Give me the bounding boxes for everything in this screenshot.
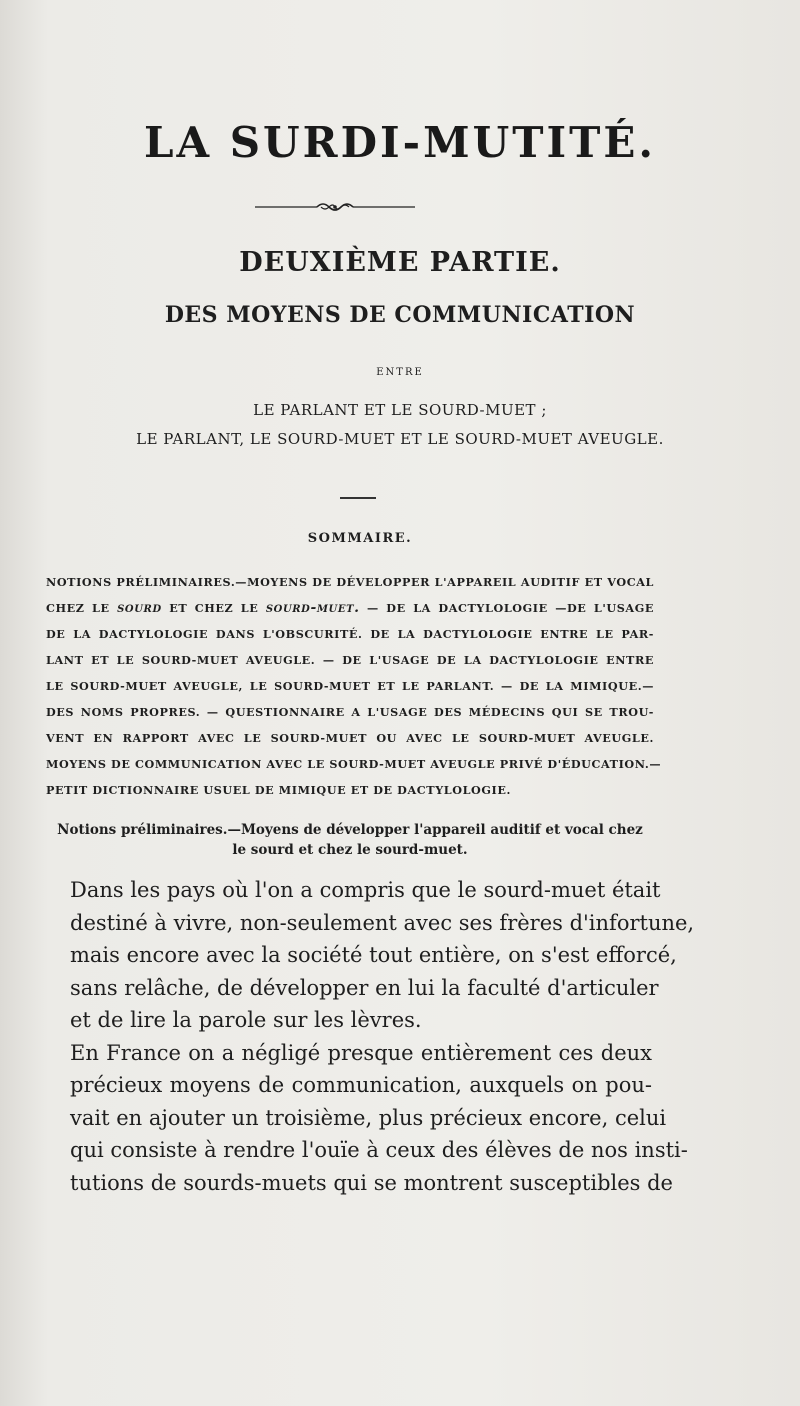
part-heading: DEUXIÈME PARTIE. <box>239 247 561 278</box>
body-line: destiné à vivre, non-seulement avec ses frères d'infortune, <box>70 910 695 935</box>
body-line: En France on a négligé presque entièrement ces deux <box>70 1040 652 1065</box>
body-line: Dans les pays où l'on a compris que le sourd-muet était <box>70 878 661 902</box>
ornament-divider-icon <box>255 200 415 214</box>
body-text <box>70 874 695 1199</box>
sommaire-text <box>46 569 662 803</box>
section-heading-line-1: Notions préliminaires.—Moyens de développer l'appareil auditif et vocal chez <box>57 822 643 838</box>
sommaire-line: DE LA DACTYLOLOGIE DANS L'OBSCURITÉ. DE LA DACTYLOLOGIE ENTRE LE PAR- <box>46 627 654 641</box>
subtitle-line-1: LE PARLANT ET LE SOURD-MUET ; <box>253 401 547 419</box>
sommaire-heading: SOMMAIRE. <box>307 531 413 546</box>
section-heading-line-2: le sourd et chez le sourd-muet. <box>232 842 468 858</box>
body-line: tutions de sourds-muets qui se montrent susceptibles de <box>70 1170 673 1195</box>
section-heading <box>46 820 654 860</box>
body-line: et de lire la parole sur les lèvres. <box>70 1008 422 1032</box>
body-line: mais encore avec la société tout entière, on s'est efforcé, <box>70 943 677 967</box>
sommaire-line: MOYENS DE COMMUNICATION AVEC LE SOURD-MUET AVEUGLE PRIVÉ D'ÉDUCATION.— <box>46 757 662 771</box>
sommaire-line: PETIT DICTIONNAIRE USUEL DE MIMIQUE ET DE DACTYLOLOGIE. <box>46 783 512 797</box>
sommaire-line: CHEZ LE sourd ET CHEZ LE sourd-muet. — DE LA DACTYLOLOGIE —DE L'USAGE <box>46 600 654 616</box>
sommaire-line: VENT EN RAPPORT AVEC LE SOURD-MUET OU AVEC LE SOURD-MUET AVEUGLE. <box>46 731 654 745</box>
body-line: vait en ajouter un troisième, plus précieux encore, celui <box>70 1105 667 1130</box>
sommaire-line: DES NOMS PROPRES. — QUESTIONNAIRE A L'USAGE DES MÉDECINS QUI SE TROU- <box>46 705 654 719</box>
section-subtitle: DES MOYENS DE COMMUNICATION <box>164 302 636 328</box>
body-line: qui consiste à rendre l'ouïe à ceux des élèves de nos insti- <box>70 1138 688 1162</box>
sommaire-line: NOTIONS PRÉLIMINAIRES.—MOYENS DE DÉVELOPPER L'APPAREIL AUDITIF ET VOCAL <box>46 575 654 589</box>
subtitle-line-2: LE PARLANT, LE SOURD-MUET ET LE SOURD-MUET AVEUGLE. <box>136 430 664 448</box>
body-line: précieux moyens de communication, auxquels on pou- <box>70 1073 652 1097</box>
entre-label: ENTRE <box>376 367 424 378</box>
sommaire-line: LE SOURD-MUET AVEUGLE, LE SOURD-MUET ET LE PARLANT. — DE LA MIMIQUE.— <box>46 679 654 693</box>
page-title: LA SURDI-MUTITÉ. <box>143 118 656 167</box>
short-rule-divider <box>340 497 376 499</box>
body-line: sans relâche, de développer en lui la faculté d'articuler <box>70 975 659 1000</box>
sommaire-line: LANT ET LE SOURD-MUET AVEUGLE. — DE L'USAGE DE LA DACTYLOLOGIE ENTRE <box>46 653 654 667</box>
